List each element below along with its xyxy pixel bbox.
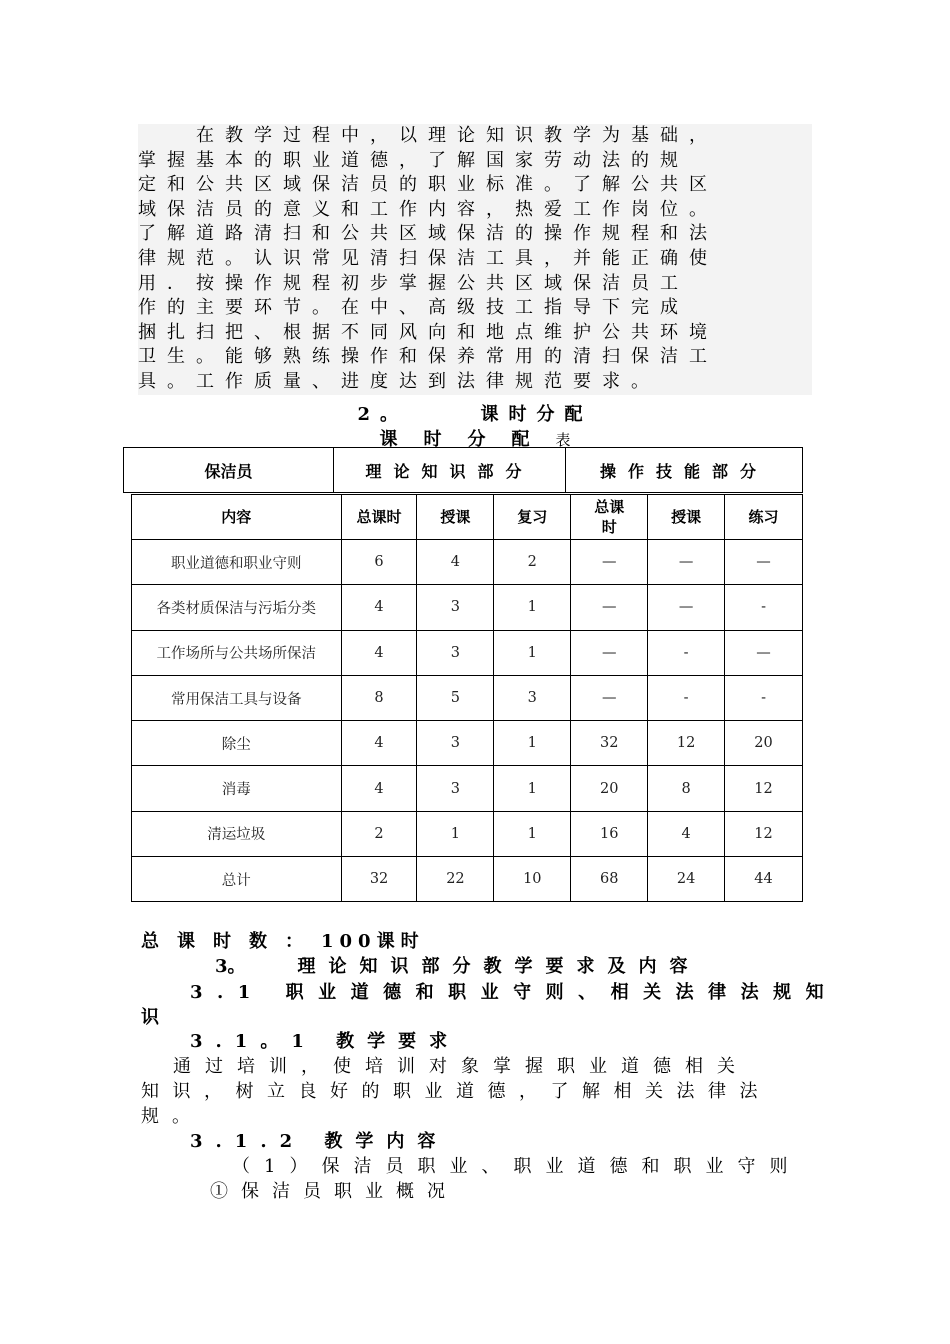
- col-content: 内容: [132, 495, 342, 540]
- cell-content: 常用保洁工具与设备: [132, 675, 342, 720]
- section-3-heading: [215, 952, 701, 978]
- total-hours-value: 100课时: [321, 931, 425, 952]
- cell: 1: [494, 766, 571, 811]
- cell: 1: [494, 630, 571, 675]
- cell: 4: [341, 585, 417, 630]
- cell: 16: [571, 811, 648, 856]
- content-item: ①保洁员职业概况: [210, 1181, 458, 1202]
- cell: 20: [725, 721, 803, 766]
- cell-content: 除尘: [132, 721, 342, 766]
- paragraph-line: 知识，树立良好的职业道德，了解相关法律法: [141, 1081, 771, 1102]
- total-hours-label: 总课时数：: [141, 931, 321, 952]
- col-theory-total: 总课时: [341, 495, 417, 540]
- intro-line: 用．按操作规程初步掌握公共区域保洁员工: [138, 272, 689, 294]
- cell: 24: [648, 857, 725, 902]
- cell: 32: [571, 721, 648, 766]
- paragraph-line: 规。: [141, 1106, 203, 1127]
- cell-content: 总计: [132, 857, 342, 902]
- cell: 8: [648, 766, 725, 811]
- intro-line: 在教学过程中，以理论知识教学为基础，: [138, 125, 718, 146]
- cell: —: [725, 630, 803, 675]
- intro-line: 了解道路清扫和公共区域保洁的操作规程和法: [138, 223, 718, 245]
- cell: 12: [725, 811, 803, 856]
- section-3-title: 理论知识部分教学要求及内容: [297, 956, 701, 977]
- content-item: （1）保洁员职业、职业道德和职业守则: [232, 1156, 802, 1177]
- cell: -: [648, 675, 725, 720]
- intro-line: 律规范。认识常见清扫保洁工具，并能正确使: [138, 247, 718, 269]
- table-row-total: [132, 857, 803, 902]
- section-2-title: 课时分配: [480, 404, 593, 425]
- cell: -: [648, 630, 725, 675]
- cell: 1: [494, 585, 571, 630]
- section-3-1-heading-cont: 识: [141, 1007, 159, 1028]
- table-row: [132, 675, 803, 720]
- table-group-header: [123, 447, 803, 493]
- cell: 4: [341, 721, 417, 766]
- cell: 2: [494, 540, 571, 585]
- cell: 3: [417, 766, 494, 811]
- col-practice-exercise: 练习: [725, 495, 803, 540]
- cell: 22: [417, 857, 494, 902]
- table-row: [132, 811, 803, 856]
- table-row: [132, 766, 803, 811]
- cell: 1: [494, 721, 571, 766]
- theory-header: 理论知识部分: [334, 448, 566, 493]
- cell: 20: [571, 766, 648, 811]
- cell: 3: [417, 630, 494, 675]
- cell: —: [725, 540, 803, 585]
- cell-content: 职业道德和职业守则: [132, 540, 342, 585]
- cell: -: [725, 585, 803, 630]
- intro-paragraph: [138, 124, 812, 395]
- cell: 1: [417, 811, 494, 856]
- cell: —: [648, 585, 725, 630]
- table-row: [132, 540, 803, 585]
- cell: 3: [417, 585, 494, 630]
- cell: —: [648, 540, 725, 585]
- cell: 12: [648, 721, 725, 766]
- total-hours: [141, 927, 425, 953]
- table-row: [132, 721, 803, 766]
- intro-line: 卫生。能够熟练操作和保养常用的清扫保洁工: [138, 346, 718, 368]
- cell: 68: [571, 857, 648, 902]
- table-row: [132, 630, 803, 675]
- cell: —: [571, 540, 648, 585]
- table-header-row: [132, 495, 803, 540]
- cell: 6: [341, 540, 417, 585]
- intro-line: 捆扎扫把、根据不同风向和地点维护公共环境: [138, 321, 718, 343]
- table-caption-suffix: 表: [555, 431, 571, 449]
- practice-header: 操作技能部分: [566, 448, 803, 493]
- cell: 32: [341, 857, 417, 902]
- section-3-1-heading: 3.1 职业道德和职业守则、相关法律法规知: [190, 982, 839, 1003]
- col-theory-lecture: 授课: [417, 495, 494, 540]
- col-theory-review: 复习: [494, 495, 571, 540]
- cell: -: [725, 675, 803, 720]
- cell: 5: [417, 675, 494, 720]
- intro-line: 作的主要环节。在中、高级技工指导下完成: [138, 297, 689, 319]
- col-practice-total: 总课时: [571, 495, 648, 540]
- intro-line: 具。工作质量、进度达到法律规范要求。: [138, 370, 660, 392]
- cell: 4: [341, 630, 417, 675]
- intro-line: 掌握基本的职业道德，了解国家劳动法的规: [138, 149, 689, 171]
- cell: —: [571, 585, 648, 630]
- cell: 4: [341, 766, 417, 811]
- intro-line: 域保洁员的意义和工作内容，热爱工作岗位。: [138, 198, 718, 220]
- cell: 4: [417, 540, 494, 585]
- cell-content: 各类材质保洁与污垢分类: [132, 585, 342, 630]
- section-3-1-2-heading: 3.1.2 教学内容: [190, 1131, 449, 1152]
- col-practice-lecture: 授课: [648, 495, 725, 540]
- cell: 44: [725, 857, 803, 902]
- table-row: [132, 585, 803, 630]
- section-2-heading: [0, 400, 950, 426]
- cell: 4: [648, 811, 725, 856]
- cell-content: 清运垃圾: [132, 811, 342, 856]
- hours-table: [131, 494, 803, 902]
- cell-content: 消毒: [132, 766, 342, 811]
- role-header: 保洁员: [124, 448, 334, 493]
- cell: 8: [341, 675, 417, 720]
- cell: 3: [494, 675, 571, 720]
- table-caption-main: 课时分配: [379, 429, 556, 450]
- cell: —: [571, 675, 648, 720]
- section-3-number: 3。: [215, 956, 246, 977]
- cell: 12: [725, 766, 803, 811]
- cell: 2: [341, 811, 417, 856]
- cell-content: 工作场所与公共场所保洁: [132, 630, 342, 675]
- section-2-number: 2。: [357, 404, 408, 425]
- paragraph-line: 通过培训，使培训对象掌握职业道德相关: [141, 1056, 749, 1077]
- intro-line: 定和公共区域保洁员的职业标准。了解公共区: [138, 174, 718, 196]
- cell: 3: [417, 721, 494, 766]
- cell: —: [571, 630, 648, 675]
- cell: 10: [494, 857, 571, 902]
- section-3-1-1-heading: 3.1。1 教学要求: [190, 1031, 461, 1052]
- cell: 1: [494, 811, 571, 856]
